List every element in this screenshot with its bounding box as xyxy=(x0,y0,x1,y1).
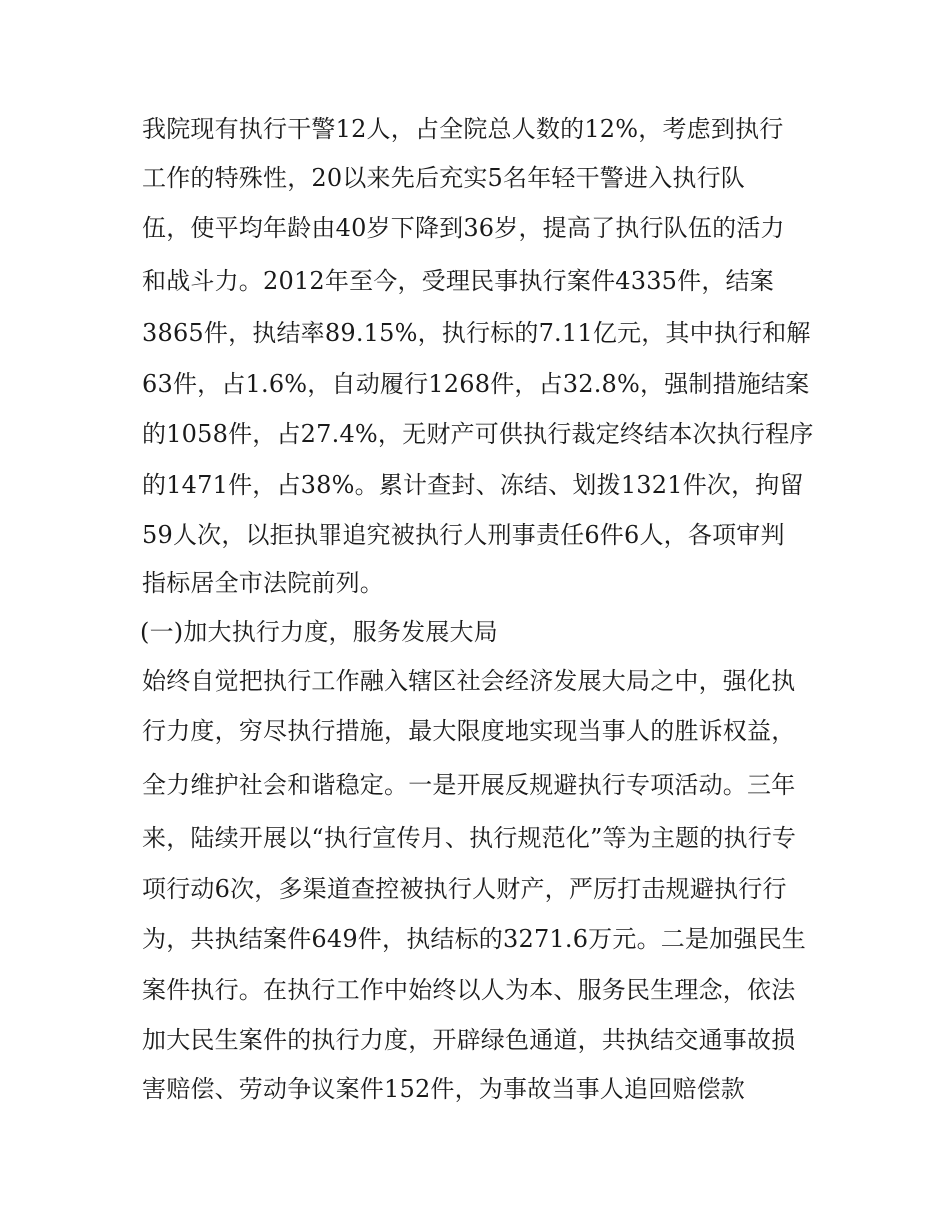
text-line: 伍，使平均年龄由40岁下降到36岁，提高了执行队伍的活力 xyxy=(142,214,785,242)
text-line: 3865件，执结率89.15%，执行标的7.11亿元，其中执行和解 xyxy=(142,319,811,347)
text-line: 始终自觉把执行工作融入辖区社会经济发展大局之中，强化执 xyxy=(142,667,796,695)
text-line: 来，陆续开展以“执行宣传月、执行规范化”等为主题的执行专 xyxy=(142,824,797,852)
section-heading: (一)加大执行力度，服务发展大局 xyxy=(140,618,498,646)
text-line: 工作的特殊性，20以来先后充实5名年轻干警进入执行队 xyxy=(142,164,746,192)
text-line: 和战斗力。2012年至今，受理民事执行案件4335件，结案 xyxy=(142,267,774,295)
text-line: 的1058件，占27.4%，无财产可供执行裁定终结本次执行程序 xyxy=(142,420,814,448)
text-line: 全力维护社会和谐稳定。一是开展反规避执行专项活动。三年 xyxy=(142,771,796,799)
text-line: 害赔偿、劳动争议案件152件，为事故当事人追回赔偿款 xyxy=(142,1075,746,1103)
text-line: 的1471件，占38%。累计查封、冻结、划拨1321件次，拘留 xyxy=(142,471,804,499)
text-line: 我院现有执行干警12人，占全院总人数的12%，考虑到执行 xyxy=(142,115,784,143)
text-line: 项行动6次，多渠道查控被执行人财产，严厉打击规避执行行 xyxy=(142,875,787,903)
text-line: 案件执行。在执行工作中始终以人为本、服务民生理念，依法 xyxy=(142,976,796,1004)
text-line: 行力度，穷尽执行措施，最大限度地实现当事人的胜诉权益， xyxy=(142,717,796,745)
text-line: 加大民生案件的执行力度，开辟绿色通道，共执结交通事故损 xyxy=(142,1026,796,1054)
text-line: 为，共执结案件649件，执结标的3271.6万元。二是加强民生 xyxy=(142,925,806,953)
text-line: 63件，占1.6%，自动履行1268件，占32.8%，强制措施结案 xyxy=(142,370,810,398)
text-line: 59人次，以拒执罪追究被执行人刑事责任6件6人，各项审判 xyxy=(142,521,785,549)
text-line: 指标居全市法院前列。 xyxy=(142,569,384,597)
